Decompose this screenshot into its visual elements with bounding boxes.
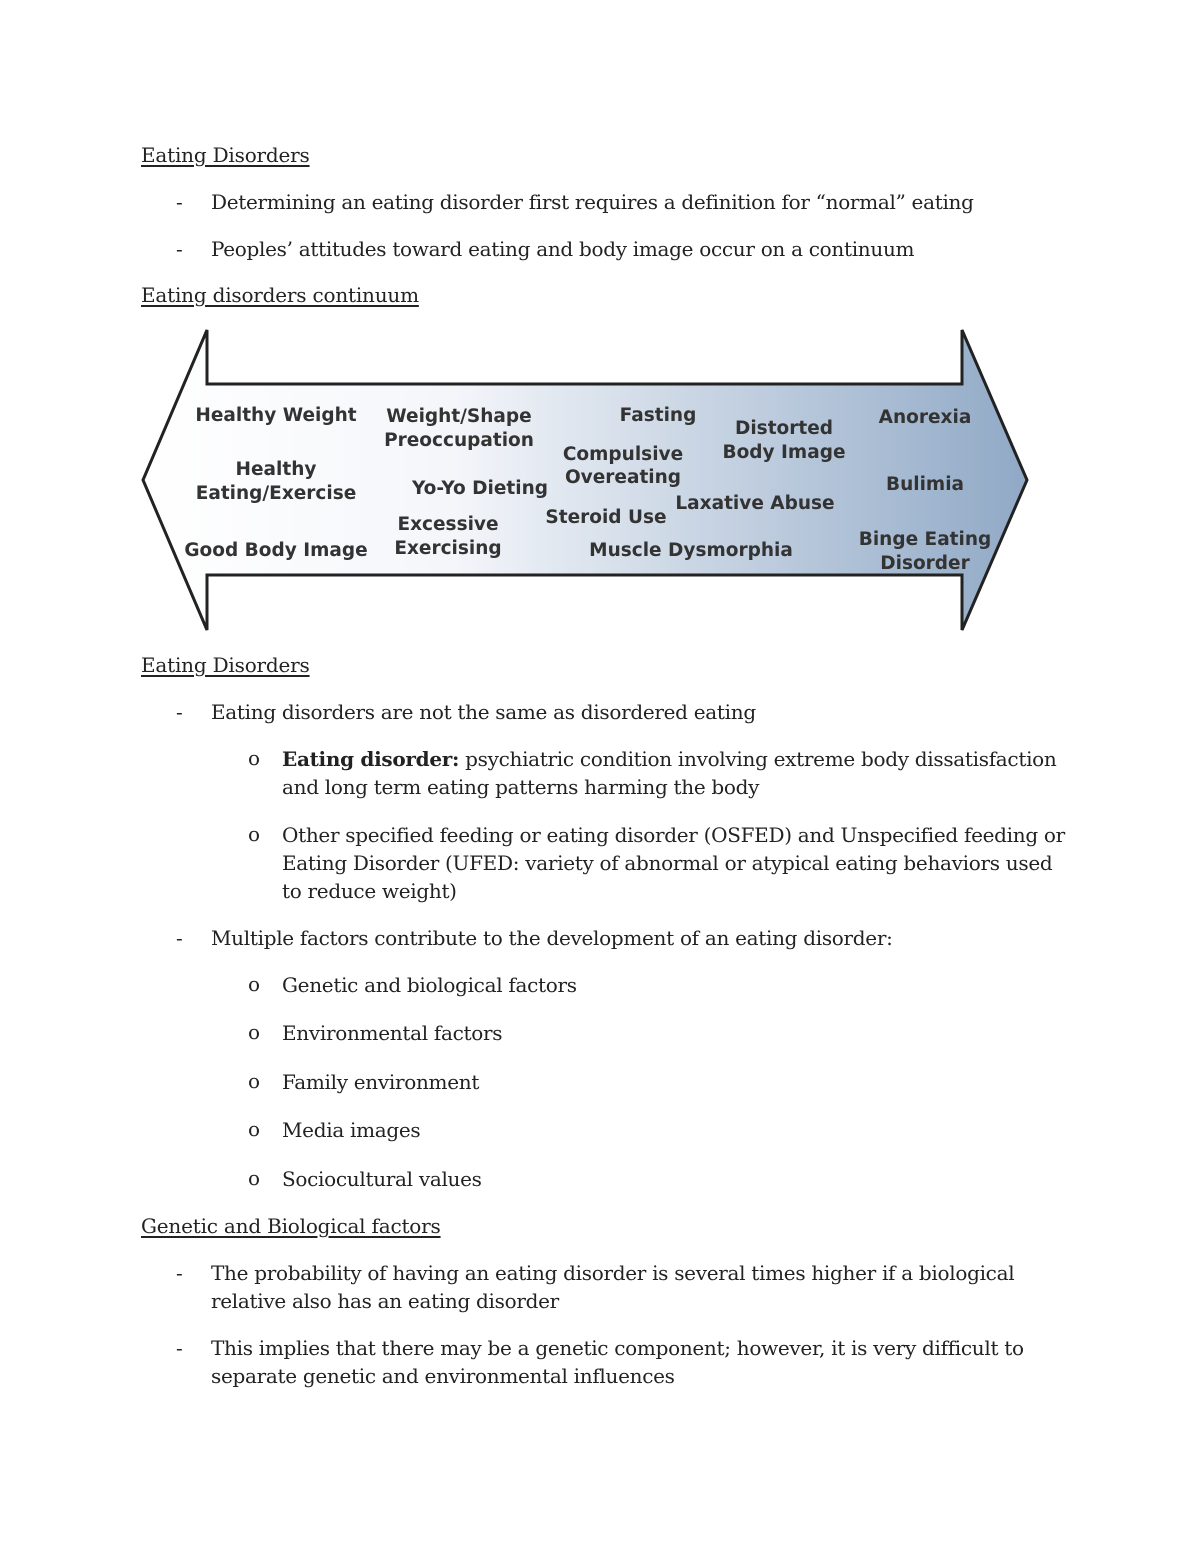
bullet-dash: - xyxy=(176,237,183,261)
continuum-label: Distorted xyxy=(734,418,834,439)
continuum-label: Anorexia xyxy=(878,407,972,428)
term-definition: psychiatric condition involving extreme body dissatisfaction and long term eating patterns harming the body xyxy=(282,747,1057,799)
sub-bullet-marker: o xyxy=(248,1020,261,1044)
bullet-text: Multiple factors contribute to the development of an eating disorder: xyxy=(211,926,893,950)
bullet-text: The probability of having an eating disorder is several times higher if a biological relative also has an eating disorder xyxy=(211,1261,1015,1313)
section-heading: Genetic and Biological factors xyxy=(141,1214,441,1238)
sub-bullet-text xyxy=(282,745,1072,801)
bullet-text: Peoples’ attitudes toward eating and body image occur on a continuum xyxy=(211,237,915,261)
sub-bullet-marker: o xyxy=(248,746,261,770)
factor-item: Genetic and biological factors xyxy=(282,973,577,997)
continuum-label: Bulimia xyxy=(885,474,965,495)
continuum-label: Laxative Abuse xyxy=(675,493,835,514)
sub-bullet-marker: o xyxy=(248,1166,261,1190)
continuum-label: Binge Eating xyxy=(858,529,992,550)
section-heading: Eating disorders continuum xyxy=(141,283,419,307)
factor-item: Environmental factors xyxy=(282,1021,503,1045)
continuum-label: Exercising xyxy=(394,538,502,559)
continuum-label: Weight/Shape xyxy=(386,406,532,427)
bullet-dash: - xyxy=(176,700,183,724)
continuum-label: Yo-Yo Dieting xyxy=(411,478,549,499)
factor-item: Sociocultural values xyxy=(282,1167,482,1191)
bullet-text: This implies that there may be a genetic component; however, it is very difficult to separate genetic and environmental influences xyxy=(211,1336,1024,1388)
factor-item: Media images xyxy=(282,1118,421,1142)
continuum-label: Fasting xyxy=(619,405,697,426)
bullet-dash: - xyxy=(176,1261,183,1285)
continuum-label: Compulsive xyxy=(562,444,684,465)
continuum-label: Healthy Weight xyxy=(195,405,357,426)
continuum-label: Healthy xyxy=(235,459,317,480)
sub-bullet-marker: o xyxy=(248,822,261,846)
bullet-dash: - xyxy=(176,926,183,950)
continuum-label: Overeating xyxy=(564,467,682,488)
continuum-label: Body Image xyxy=(722,442,846,463)
continuum-label: Excessive xyxy=(397,514,499,535)
term-bold: Eating disorder: xyxy=(282,747,460,771)
bullet-text: Eating disorders are not the same as disordered eating xyxy=(211,700,756,724)
section-heading: Eating Disorders xyxy=(141,653,310,677)
continuum-label: Muscle Dysmorphia xyxy=(589,540,793,561)
bullet-dash: - xyxy=(176,1336,183,1360)
factor-item: Family environment xyxy=(282,1070,480,1094)
continuum-label: Preoccupation xyxy=(384,430,534,451)
sub-bullet-text: Other specified feeding or eating disorder (OSFED) and Unspecified feeding or Eating Disorder (UFED: variety of abnormal or atypical eating behaviors used to reduce weight) xyxy=(282,823,1065,903)
continuum-diagram xyxy=(140,325,1032,635)
sub-bullet-marker: o xyxy=(248,972,261,996)
continuum-label: Eating/Exercise xyxy=(195,483,357,504)
sub-bullet-marker: o xyxy=(248,1069,261,1093)
bullet-dash: - xyxy=(176,190,183,214)
continuum-label: Good Body Image xyxy=(184,540,368,561)
continuum-label: Steroid Use xyxy=(545,507,667,528)
bullet-text: Determining an eating disorder first requires a definition for “normal” eating xyxy=(211,190,974,214)
section-heading: Eating Disorders xyxy=(141,143,310,167)
continuum-label: Disorder xyxy=(880,553,970,574)
sub-bullet-marker: o xyxy=(248,1117,261,1141)
